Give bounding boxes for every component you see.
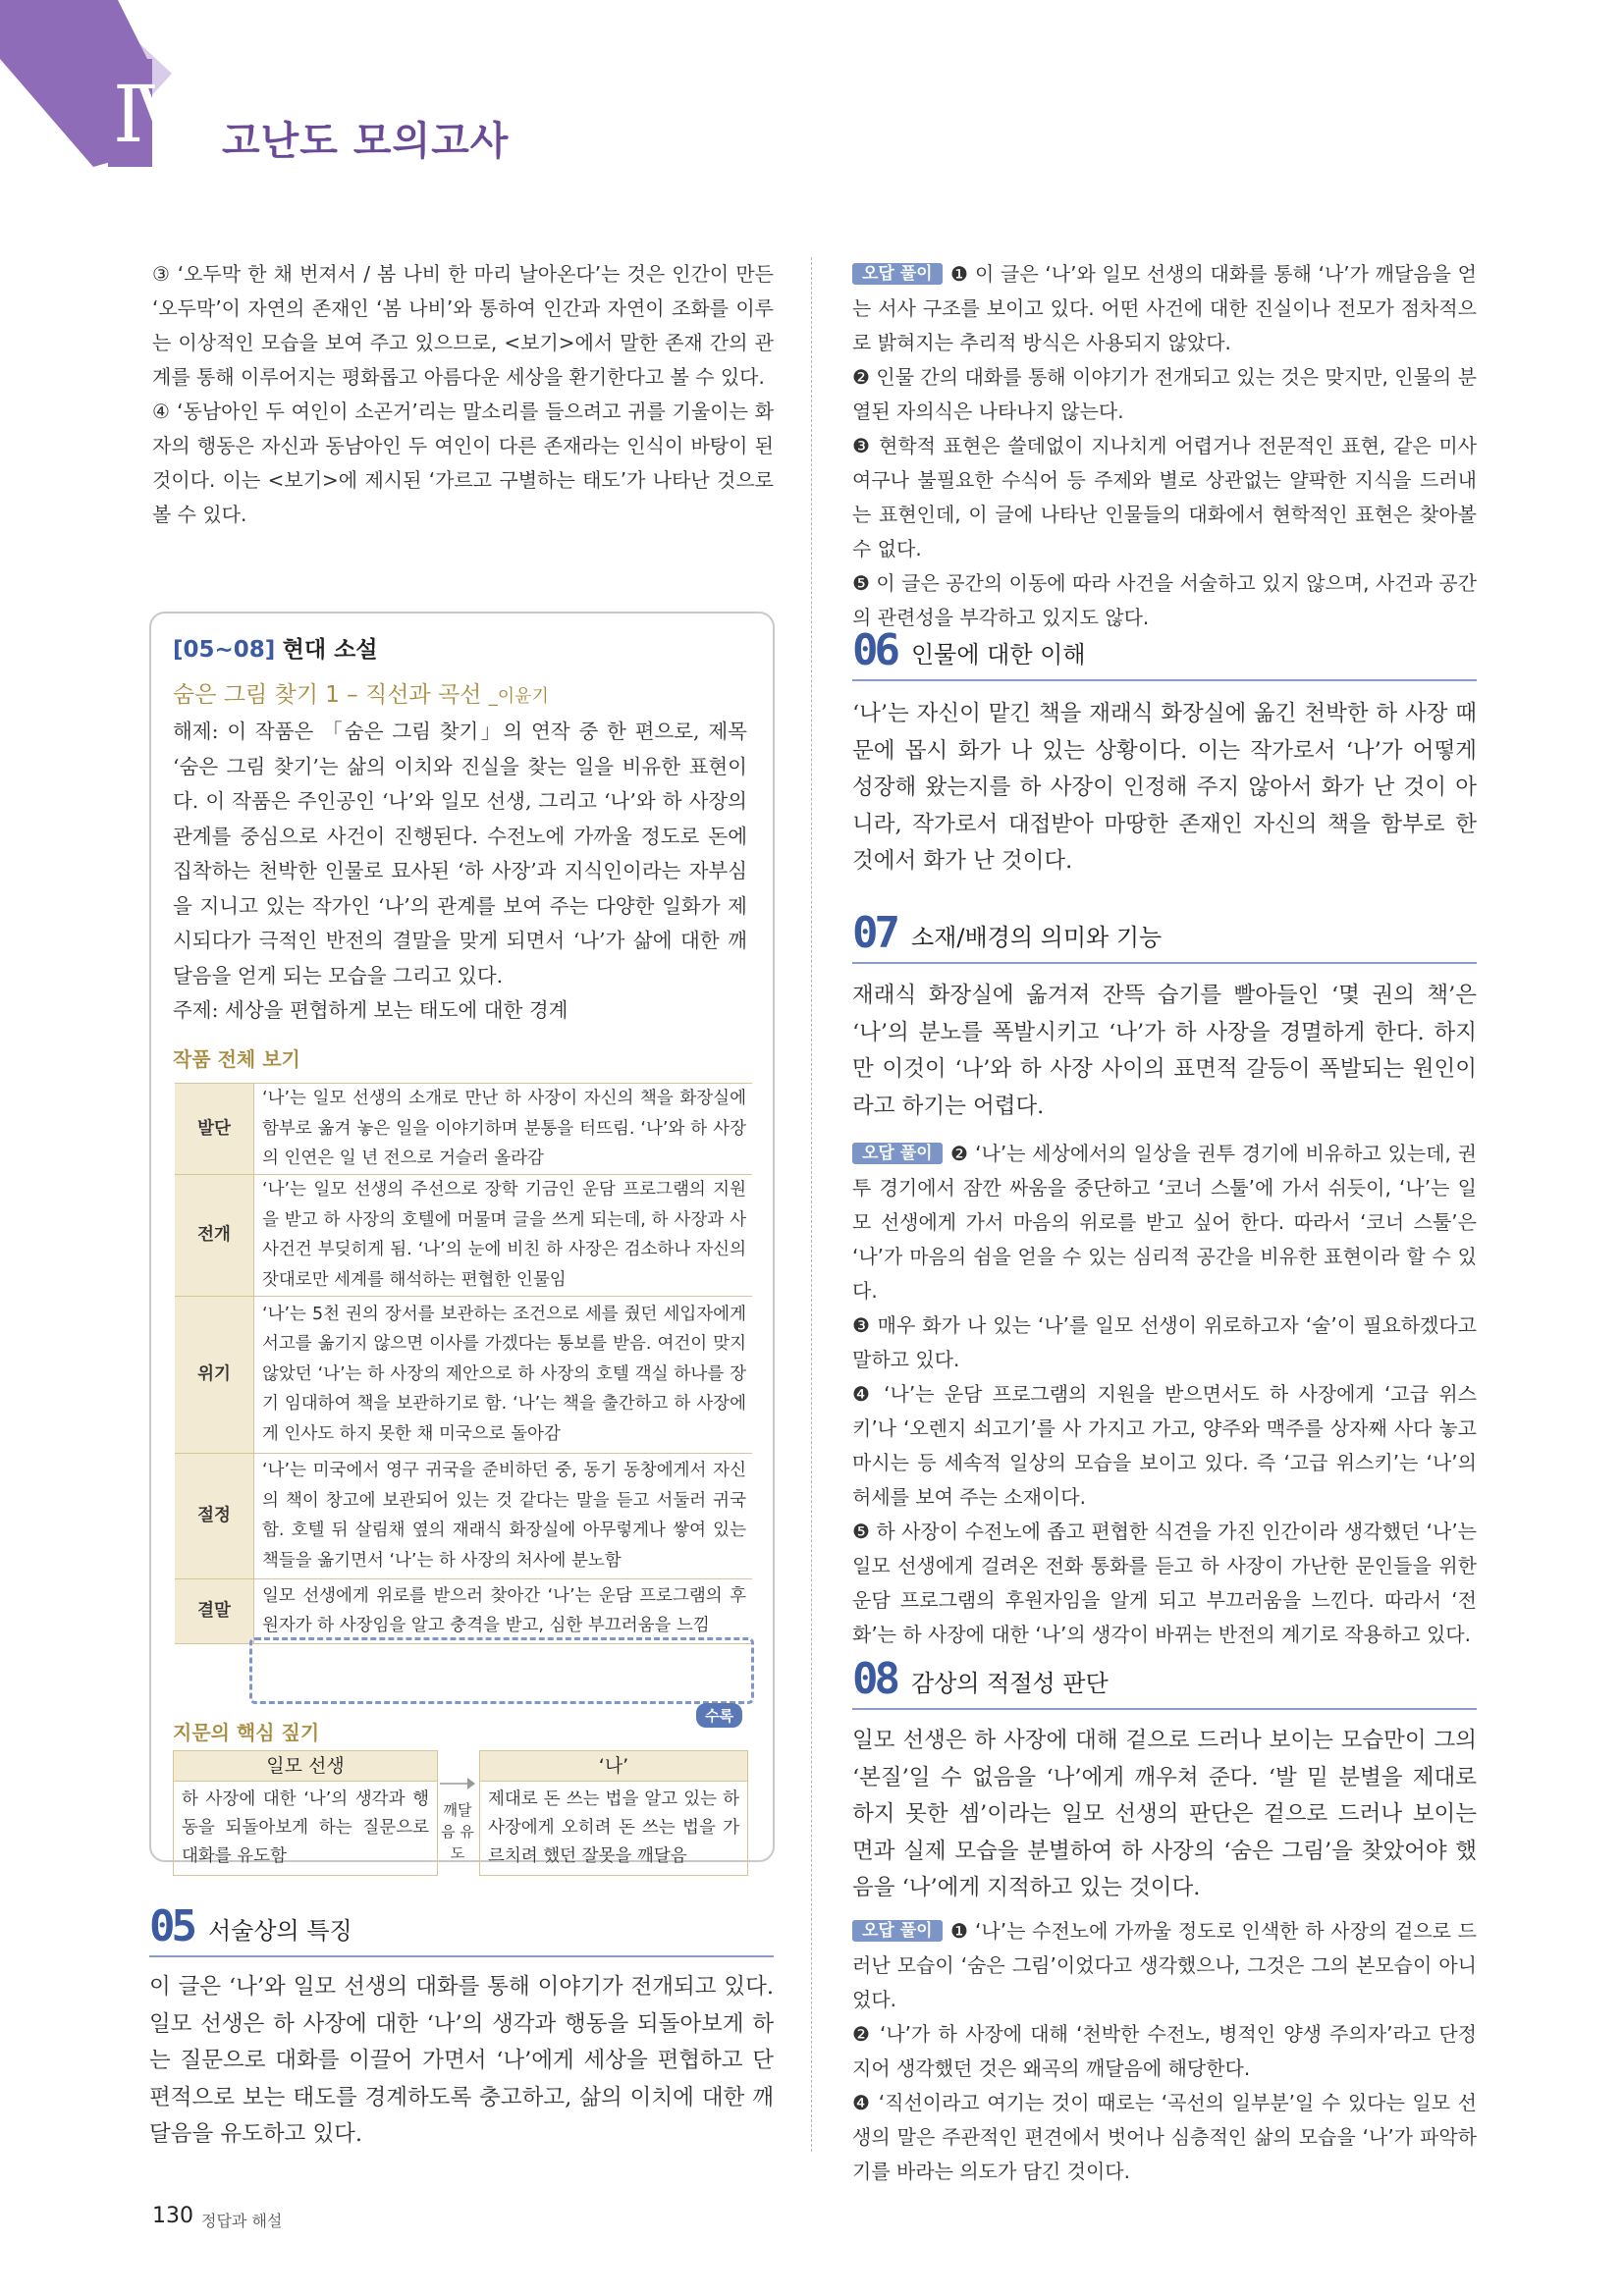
table-row xyxy=(175,1084,752,1175)
stage-label: 발단 xyxy=(175,1084,254,1175)
question-range: [05~08] xyxy=(173,637,276,663)
core-box-left xyxy=(173,1750,438,1876)
work-title xyxy=(173,676,549,709)
stage-label: 결말 xyxy=(175,1578,254,1643)
core-left-text: 하 사장에 대한 ‘나’의 생각과 행동을 되돌아보게 하는 질문으로 대화를 유도함 xyxy=(182,1789,429,1866)
core-heading: 지문의 핵심 짚기 xyxy=(173,1721,320,1744)
page-number: 130 xyxy=(152,2204,193,2228)
footer-label: 정답과 해설 xyxy=(201,2212,283,2230)
stage-text: ‘나’는 미국에서 영구 귀국을 준비하던 중, 동기 동창에게서 자신의 책이 창고에 보관되어 있는 것 같다는 말을 듣고 서둘러 귀국함. 호텔 뒤 살림채 옆의 재래식 화장실에 아무렇게나 쌓여 있는 책들을 옮기면서 ‘나’는 하 사장의 처사에 분노함 xyxy=(254,1453,753,1578)
section-title: 소재/배경의 의미와 기능 xyxy=(911,924,1163,951)
wrong-answer-text: ❺ 이 글은 공간의 이동에 따라 사건을 서술하고 있지 않으며, 사건과 공간의 관련성을 부각하고 있지도 않다. xyxy=(852,571,1477,629)
section-title: 인물에 대한 이해 xyxy=(911,641,1086,668)
wrong-answer-text: ❷ ‘나’가 하 사장에 대해 ‘천박한 수전노, 병적인 양생 주의자’라고 단정 지어 생각했던 것은 왜곡의 깨달음에 해당한다. xyxy=(852,2022,1477,2080)
section-08-heading xyxy=(852,1649,1477,1710)
table-row xyxy=(175,1578,752,1643)
core-box-right xyxy=(479,1750,748,1876)
section-07-body: 재래식 화장실에 옮겨져 잔뜩 습기를 빨아들인 ‘몇 권의 책’은 ‘나’의 분노를 폭발시키고 ‘나’가 하 사장을 경멸하게 한다. 하지만 이것이 ‘나’와 하 사장 사이의 표면적 갈등이 폭발되는 원인이라고 하기는 어렵다. xyxy=(852,983,1477,1119)
chapter-title: 고난도 모의고사 xyxy=(222,119,510,164)
wrong-answer-text: ❹ ‘직선이라고 여기는 것이 때로는 ‘곡선의 일부분’일 수 있다는 일모 선생의 말은 주관적인 편견에서 벗어나 심층적인 삶의 모습을 ‘나’가 파악하기를 바라는 의도가 담긴 것이다. xyxy=(852,2091,1477,2183)
work-title-text: 숨은 그림 찾기 1 – 직선과 곡선 xyxy=(173,682,482,708)
table-row xyxy=(175,1453,752,1578)
section-07-wrong-answers xyxy=(852,1137,1477,1652)
passage-info-box xyxy=(149,612,775,1866)
wrong-answer-text: ❹ ‘나’는 운담 프로그램의 지원을 받으면서도 하 사장에게 ‘고급 위스키’나 ‘오렌지 쇠고기’를 사 가지고 가고, 양주와 맥주를 상자째 사다 놓고 마시는 등 세속적 일상의 모습을 보이고 있다. 즉 ‘고급 위스키’는 ‘나’의 허세를 보여 주는 소재이다. xyxy=(852,1382,1477,1509)
stage-text: ‘나’는 일모 선생의 소개로 만난 하 사장이 자신의 책을 화장실에 함부로 옮겨 놓은 일을 이야기하며 분통을 터뜨림. ‘나’와 하 사장의 인연은 일 년 전으로 거슬러 올라감 xyxy=(254,1084,753,1175)
wrong-answer-text: ❶ ‘나’는 수전노에 가까울 정도로 인색한 하 사장의 겉으로 드러난 모습이 ‘숨은 그림’이었다고 생각했으나, 그것은 그의 본모습이 아니었다. xyxy=(852,1919,1477,2011)
stage-text: ‘나’는 5천 권의 장서를 보관하는 조건으로 세를 줬던 세입자에게 서고를 옮기지 않으면 이사를 가겠다는 통보를 받음. 여건이 맞지 않았던 ‘나’는 하 사장의 제안으로 하 사장의 호텔 객실 하나를 장기 임대하여 책을 보관하기로 함. ‘나’는 책을 출간하고 하 사장에게 인사도 하지 못한 채 미국으로 돌아감 xyxy=(254,1296,753,1453)
core-left-head: 일모 선생 xyxy=(174,1751,437,1782)
right-wrong-answers-1 xyxy=(852,257,1477,635)
section-number: 05 xyxy=(149,1901,193,1951)
section-number: 08 xyxy=(852,1654,896,1704)
work-description xyxy=(173,715,747,1029)
description-text: 해제: 이 작품은 「숨은 그림 찾기」의 연작 중 한 편으로, 제목 ‘숨은 그림 찾기’는 삶의 이치와 진실을 찾는 일을 비유한 표현이다. 이 작품은 주인공인 ‘나’와 일모 선생, 그리고 ‘나’와 하 사장의 관계를 중심으로 사건이 진행된다. 수전노에 가까울 정도로 돈에 집착하는 천박한 인물로 묘사된 ‘하 사장’과 지식인이라는 자부심을 지니고 있는 작가인 ‘나’의 관계를 보여 주는 다양한 일화가 제시되다가 극적인 반전의 결말을 맞게 되면서 ‘나’가 삶에 대한 깨달음을 얻게 되는 모습을 그리고 있다. xyxy=(173,720,747,988)
table-row xyxy=(175,1296,752,1453)
stage-label: 전개 xyxy=(175,1174,254,1296)
section-05-heading xyxy=(149,1896,774,1957)
section-title: 서술상의 특징 xyxy=(208,1917,352,1945)
work-author: _이윤기 xyxy=(488,686,549,707)
section-07-heading xyxy=(852,903,1477,964)
section-08-wrong-answers xyxy=(852,1914,1477,2189)
section-05-body: 이 글은 ‘나’와 일모 선생의 대화를 통해 이야기가 전개되고 있다. 일모 선생은 하 사장에 대한 ‘나’의 생각과 행동을 되돌아보게 하는 질문으로 대화를 이끌어 가면서 ‘나’에게 세상을 편협하고 단편적으로 보는 태도를 경계하도록 충고하고, 삶의 이치에 대한 깨달음을 유도하고 있다. xyxy=(149,1974,774,2147)
section-08-body: 일모 선생은 하 사장에 대해 겉으로 드러나 보이는 모습만이 그의 ‘본질’일 수 없음을 ‘나’에게 깨우쳐 준다. ‘발 밑 분별을 제대로 하지 못한 셈’이라는 일모 선생의 판단은 겉으로 드러나 보이는 면과 실제 모습을 분별하여 하 사장의 ‘숨은 그림’을 찾았어야 했음을 ‘나’에게 지적하고 있는 것이다. xyxy=(852,1728,1477,1900)
table-row xyxy=(175,1174,752,1296)
plot-table xyxy=(175,1083,752,1644)
chapter-numeral: Ⅳ xyxy=(113,69,191,160)
core-right-text: 제대로 돈 쓰는 법을 알고 있는 하 사장에게 오히려 돈 쓰는 법을 가르치려 했던 잘못을 깨달음 xyxy=(488,1789,739,1866)
wrong-answer-text: ❶ 이 글은 ‘나’와 일모 선생의 대화를 통해 ‘나’가 깨달음을 얻는 서사 구조를 보이고 있다. 어떤 사건에 대한 진실이나 전모가 점차적으로 밝혀지는 추리적 방식은 사용되지 않았다. xyxy=(852,262,1477,354)
wrong-answer-badge: 오답 풀이 xyxy=(852,263,943,285)
stage-text: 일모 선생에게 위로를 받으러 찾아간 ‘나’는 운담 프로그램의 후원자가 하 사장임을 알고 충격을 받고, 심한 부끄러움을 느낌 xyxy=(254,1578,753,1643)
core-arrow-label: 깨달음 유도 xyxy=(441,1801,474,1862)
stage-label: 절정 xyxy=(175,1453,254,1578)
stage-label: 위기 xyxy=(175,1296,254,1453)
section-06-body: ‘나’는 자신이 맡긴 책을 재래식 화장실에 옮긴 천박한 하 사장 때문에 몹시 화가 나 있는 상황이다. 이는 작가로서 ‘나’가 어떻게 성장해 왔는지를 하 사장이 인정해 주지 않아서 화가 난 것이 아니라, 작가로서 대접받아 마땅한 존재인 자신의 책을 함부로 한 것에서 화가 난 것이다. xyxy=(852,701,1477,874)
wrong-answer-text: ❷ ‘나’는 세상에서의 일상을 권투 경기에 비유하고 있는데, 권투 경기에서 잠깐 싸움을 중단하고 ‘코너 스툴’에 가서 쉬듯이, ‘나’는 일모 선생에게 가서 마음의 위로를 받고 싶어 한다. 따라서 ‘코너 스툴’은 ‘나’가 마음의 쉼을 얻을 수 있는 심리적 공간을 비유한 표현이라 할 수 있다. xyxy=(852,1142,1477,1303)
wrong-answer-text: ❸ 현학적 표현은 쓸데없이 지나치게 어렵거나 전문적인 표현, 같은 미사여구나 불필요한 수식어 등 주제와 별로 상관없는 얄팍한 지식을 드러내는 표현인데, 이 글에 나타난 인물들의 대화에서 현학적인 표현은 찾아볼 수 없다. xyxy=(852,434,1477,561)
included-chip: 수록 xyxy=(696,1703,742,1728)
wrong-answer-text: ❷ 인물 간의 대화를 통해 이야기가 전개되고 있는 것은 맞지만, 인물의 분열된 자의식은 나타나지 않는다. xyxy=(852,365,1477,423)
column-divider xyxy=(811,257,812,2152)
left-answer-4: ④ ‘동남아인 두 여인이 소곤거’리는 말소리를 들으려고 귀를 기울이는 화자의 행동은 자신과 동남아인 두 여인이 다른 존재라는 인식이 바탕이 된 것이다. 이는 <보기>에 제시된 ‘가르고 구별하는 태도’가 나타난 것으로 볼 수 있다. xyxy=(152,400,774,526)
section-number: 07 xyxy=(852,908,896,958)
wrong-answer-badge: 오답 풀이 xyxy=(852,1143,943,1164)
section-title: 감상의 적절성 판단 xyxy=(911,1670,1109,1697)
left-answer-3: ③ ‘오두막 한 채 번져서 / 봄 나비 한 마리 날아온다’는 것은 인간이 만든 ‘오두막’이 자연의 존재인 ‘봄 나비’와 통하여 인간과 자연이 조화를 이루는 이상적인 모습을 보여 주고 있으므로, <보기>에서 말한 존재 간의 관계를 통해 이루어지는 평화롭고 아름다운 세상을 환기한다고 볼 수 있다. xyxy=(152,262,774,389)
highlight-dashed-box xyxy=(249,1637,754,1704)
wrong-answer-badge: 오답 풀이 xyxy=(852,1920,943,1942)
wrong-answer-text: ❺ 하 사장이 수전노에 좁고 편협한 식견을 가진 인간이라 생각했던 ‘나’는 일모 선생에게 걸려온 전화 통화를 듣고 하 사장이 가난한 문인들을 위한 운담 프로그램의 후원자임을 알게 되고 부끄러움을 느낀다. 따라서 ‘전화’는 하 사장에 대한 ‘나’의 생각이 바뀌는 반전의 계기로 작용하고 있다. xyxy=(852,1520,1477,1646)
stage-text: ‘나’는 일모 선생의 주선으로 장학 기금인 운담 프로그램의 지원을 받고 하 사장의 호텔에 머물며 글을 쓰게 되는데, 하 사장과 사사건건 부딪히게 됨. ‘나’의 눈에 비친 하 사장은 검소하나 자신의 잣대로만 세계를 해석하는 편협한 인물임 xyxy=(254,1174,753,1296)
box-heading xyxy=(173,631,378,664)
arrow-right-icon xyxy=(438,1772,477,1795)
theme-text: 주제: 세상을 편협하게 보는 태도에 대한 경계 xyxy=(173,998,568,1022)
section-06-heading xyxy=(852,620,1477,681)
section-number: 06 xyxy=(852,625,896,675)
wrong-answer-text: ❸ 매우 화가 나 있는 ‘나’를 일모 선생이 위로하고자 ‘술’이 필요하겠다고 말하고 있다. xyxy=(852,1313,1477,1371)
core-right-head: ‘나’ xyxy=(480,1751,747,1782)
plot-heading: 작품 전체 보기 xyxy=(173,1047,300,1071)
genre-label: 현대 소설 xyxy=(282,637,378,663)
